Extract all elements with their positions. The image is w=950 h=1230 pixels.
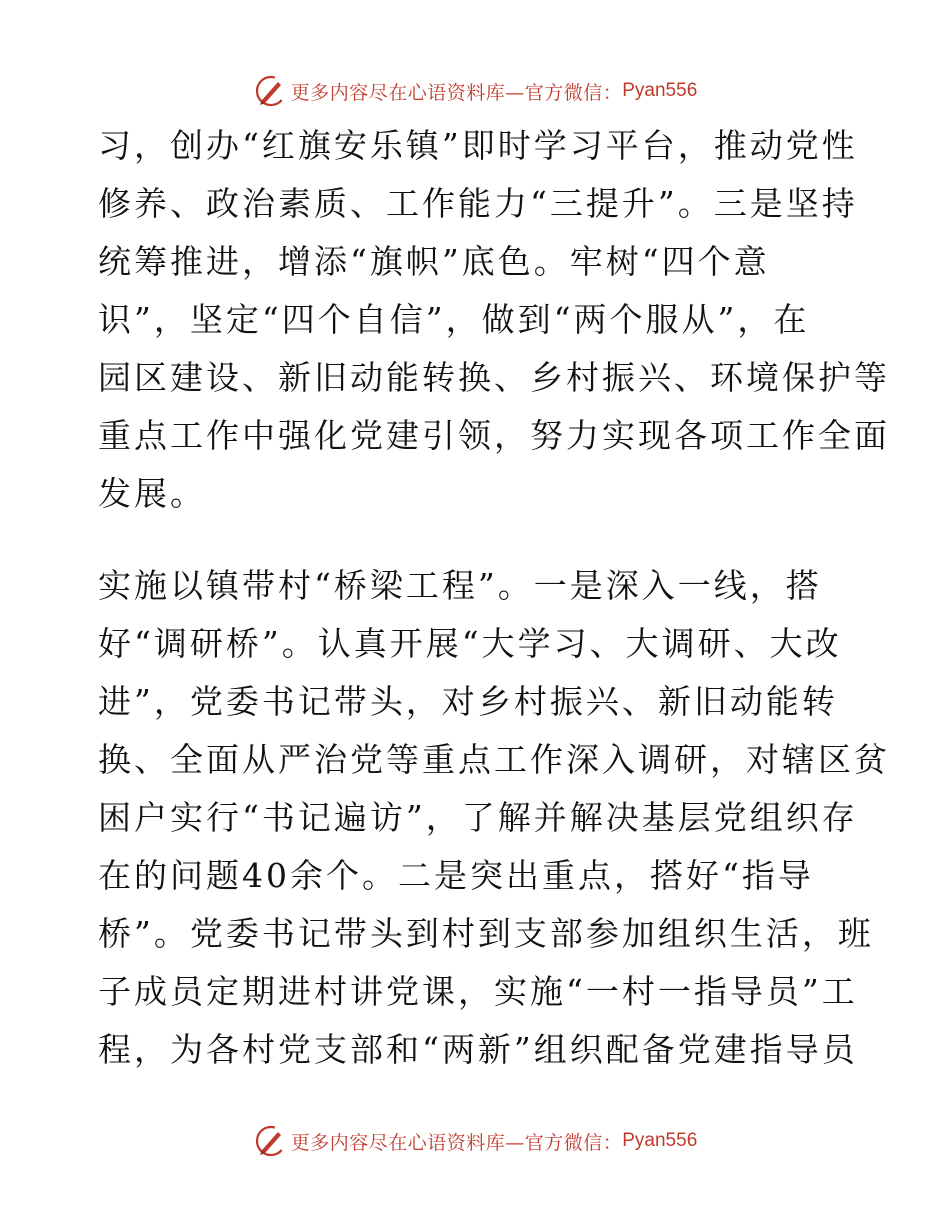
- text-line: 园区建设、新旧动能转换、乡村振兴、环境保护等: [98, 358, 890, 397]
- text-line: 程，为各村党支部和“两新”组织配备党建指导员: [98, 1030, 858, 1069]
- text-line: 实施以镇带村“桥梁工程”。一是深入一线，搭: [98, 566, 822, 605]
- text-line: 统筹推进，增添“旗帜”底色。牢树“四个意: [98, 242, 770, 281]
- document-body: [98, 117, 890, 1079]
- paragraph: [98, 557, 890, 1079]
- text-line: 换、全面从严治党等重点工作深入调研，对辖区贫: [98, 740, 890, 779]
- text-line: 识”，坚定“四个自信”，做到“两个服从”，在: [98, 300, 810, 339]
- text-line: 困户实行“书记遍访”，了解并解决基层党组织存: [98, 798, 858, 837]
- text-line: 在的问题40余个。二是突出重点，搭好“指导: [98, 856, 814, 895]
- text-line: 修养、政治素质、工作能力“三提升”。三是坚持: [98, 184, 858, 223]
- footer-watermark: [0, 1121, 950, 1161]
- text-line: 好“调研桥”。认真开展“大学习、大调研、大改: [98, 624, 842, 663]
- watermark-wechat-id: Pyan556: [622, 1130, 698, 1151]
- text-line: 重点工作中强化党建引领，努力实现各项工作全面: [98, 416, 890, 455]
- text-line: 发展。: [98, 474, 206, 513]
- paragraph: [98, 117, 890, 523]
- text-line: 子成员定期进村讲党课，实施“一村一指导员”工: [98, 972, 858, 1011]
- watermark-wechat-id: Pyan556: [622, 80, 698, 101]
- text-line: 进”，党委书记带头，对乡村振兴、新旧动能转: [98, 682, 838, 721]
- text-line: 桥”。党委书记带头到村到支部参加组织生活，班: [98, 914, 874, 953]
- header-watermark: [0, 71, 950, 111]
- text-line: 习，创办“红旗安乐镇”即时学习平台，推动党性: [98, 126, 858, 165]
- watermark-text: 更多内容尽在心语资料库—官方微信：: [290, 81, 623, 104]
- pen-logo-icon: [253, 1123, 289, 1159]
- paragraph-gap: [98, 523, 850, 557]
- pen-logo-icon: [253, 73, 289, 109]
- watermark-text: 更多内容尽在心语资料库—官方微信：: [290, 1131, 623, 1154]
